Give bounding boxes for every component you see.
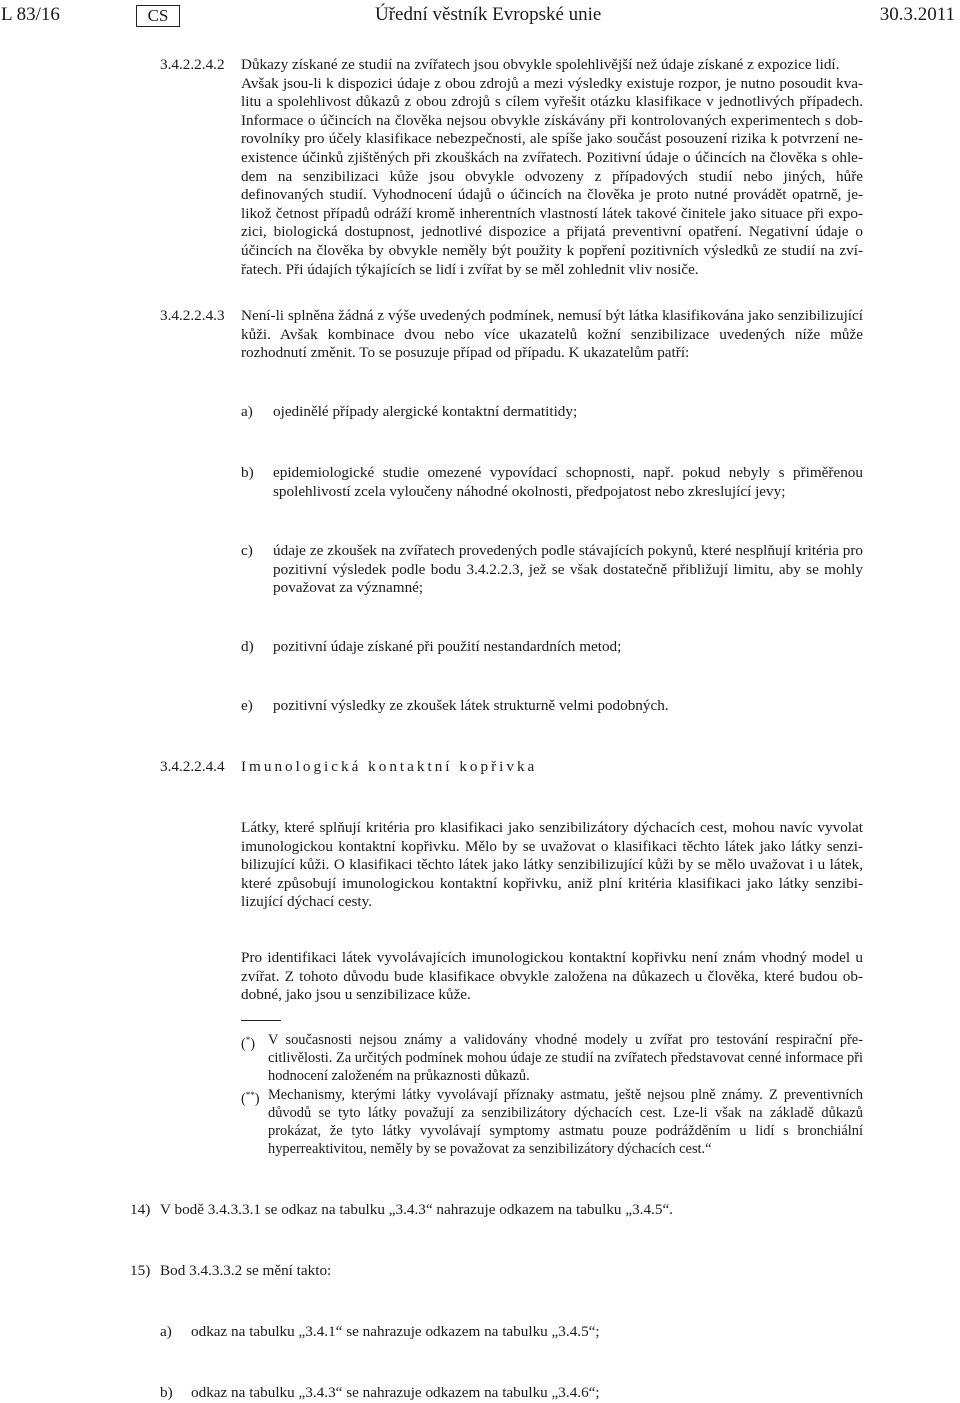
section-title: Imunologická kontaktní kopřivka	[241, 758, 538, 775]
paragraph: Pro identifikaci látek vyvolávajících imunologickou kontaktní kopřivku není znám vhodný model u zvířat. Z tohoto důvodu bude klasifikace obvykle založena na důkazech u člověka, které budou obdobné, jako jsou u senzibilizace kůže.	[241, 949, 863, 1004]
list-item: pozitivní údaje získané při použití nestandardních metod;	[273, 638, 622, 655]
section-number: 3.4.2.2.4.4	[160, 758, 225, 775]
amendment-number: 14)	[130, 1201, 151, 1218]
list-item: epidemiologické studie omezené vypovídací schopnosti, např. pokud nebyly s přiměřenou spolehlivostí zcela vyloučeny náhodné okolnosti, předpojatost nebo zkreslující jevy;	[273, 464, 863, 500]
list-item-label: b)	[160, 1384, 173, 1401]
section-first-line: Důkazy získané ze studií na zvířatech jsou obvykle spolehlivější než údaje získané z expozice lidí.	[241, 56, 840, 73]
list-item-label: b)	[241, 464, 254, 481]
footnote: V současnosti nejsou známy a validovány vhodné modely u zvířat pro testování respirační přecitlivělosti. Za určitých podmínek mohou údaje ze studií na zvířatech představovat cenné informace při hodnocení založeném na průkaznosti důkazů.	[268, 1032, 863, 1084]
list-item: ojedinělé případy alergické kontaktní dermatitidy;	[273, 403, 578, 420]
footnote-mark: (**)	[241, 1090, 260, 1107]
footnote: Mechanismy, kterými látky vyvolávají příznaky astmatu, ještě nejsou plně známy. Z preventivních důvodů se tyto látky považují za senzibilizátory dýchacích cest. Lze-li však na základě důkazů prokázat, že tyto látky vyvolávají symptomy astmatu pouze podrážděním u lidí s bronchiální hyperreaktivitou, neměly by se považovat za senzibilizátory dýchacích cest.“	[268, 1087, 863, 1157]
publication-date: 30.3.2011	[879, 4, 955, 25]
page-header	[0, 4, 960, 26]
language-badge: CS	[136, 5, 180, 27]
amendment-number: 15)	[130, 1262, 151, 1279]
journal-title: Úřední věstník Evropské unie	[375, 4, 602, 25]
list-item: odkaz na tabulku „3.4.1“ se nahrazuje odkazem na tabulku „3.4.5“;	[191, 1323, 600, 1340]
footnote-mark: (*)	[241, 1035, 256, 1052]
list-item-label: d)	[241, 638, 254, 655]
list-item: odkaz na tabulku „3.4.3“ se nahrazuje odkazem na tabulku „3.4.6“;	[191, 1384, 600, 1401]
section-body: Není-li splněna žádná z výše uvedených podmínek, nemusí být látka klasifikována jako senzibilizující kůži. Avšak kombinace dvou nebo více ukazatelů kožní senzibilizace uvedených níže může rozhodnutí změnit. To se posuzuje případ od případu. K ukazatelům patří:	[241, 307, 863, 362]
list-item-label: c)	[241, 542, 253, 559]
section-body: Avšak jsou-li k dispozici údaje z obou zdrojů a mezi výsledky existuje rozpor, je nutno posoudit kvalitu a spolehlivost důkazů z obou zdrojů s cílem vyřešit otázku klasifikace v jednotlivých případech. Informace o účincích na člověka nejsou obvykle získávány při kontrolovaných experimentech s dobrovolníky pro účely klasifikace nebezpečnosti, ale spíše jako součást posouzení rizika k potvrzení neexistence účinků zjištěných při zkouškách na zvířatech. Pozitivní údaje o účincích na člověka s ohledem na senzibilizaci kůže jsou obvykle odvozeny z případových studií nebo jiných, hůře definovaných studií. Vyhodnocení údajů o účincích na člověka je proto nutné provádět opatrně, jelikož četnost případů odráží kromě inherentních vlastností látek takové činitele jako situace při expozici, biologická dostupnost, jednotlivé dispozice a přijatá preventivní opatření. Negativní údaje o účincích na člověka by obvykle neměly být použity k popření pozitivních výsledků ze studií na zvířatech. Při údajích týkajících se lidí i zvířat by se měl zohlednit vliv nosiče.	[241, 74, 863, 278]
list-item: pozitivní výsledky ze zkoušek látek strukturně velmi podobných.	[273, 697, 669, 714]
list-item: údaje ze zkoušek na zvířatech provedených podle stávajících pokynů, které nesplňují kritéria pro pozitivní výsledek podle bodu 3.4.2.2.3, jež se však dostatečně přibližují limitu, aby se mohly považovat za významné;	[273, 542, 863, 597]
paragraph: Látky, které splňují kritéria pro klasifikaci jako senzibilizátory dýchacích cest, mohou navíc vyvolat imunologickou kontaktní kopřivku. Mělo by se uvažovat o klasifikaci těchto látek jako látky senzibilizující kůži. O klasifikaci těchto látek jako látky senzibilizující kůži by se mělo uvažovat i u látek, které způsobují imunologickou kontaktní kopřivku, aniž plní kritéria klasifikaci jako látky senzibilizující dýchací cesty.	[241, 819, 863, 911]
list-item-label: e)	[241, 697, 253, 714]
amendment-text: Bod 3.4.3.3.2 se mění takto:	[160, 1262, 332, 1279]
section-number: 3.4.2.2.4.2	[160, 56, 225, 73]
list-item-label: a)	[160, 1323, 172, 1340]
amendment-text: V bodě 3.4.3.3.1 se odkaz na tabulku „3.4.3“ nahrazuje odkazem na tabulku „3.4.5“.	[160, 1201, 673, 1218]
footnote-divider	[241, 1020, 281, 1021]
section-number: 3.4.2.2.4.3	[160, 307, 225, 324]
list-item-label: a)	[241, 403, 253, 420]
page-reference: L 83/16	[1, 4, 60, 25]
